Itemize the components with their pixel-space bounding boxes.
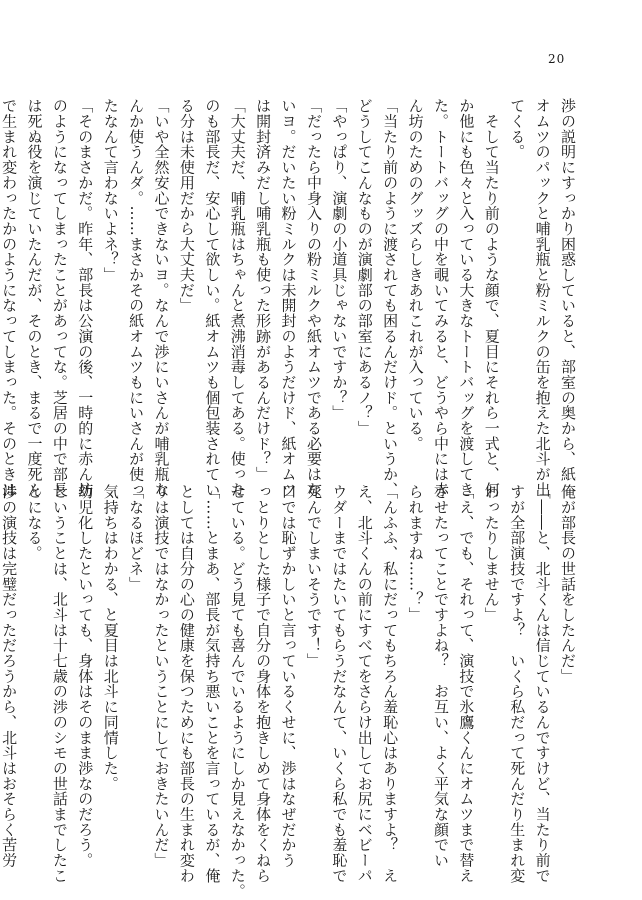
text-line: ということは、北斗は十七歳の渉のシモの世話までしたこ	[50, 484, 69, 884]
upper-text-block	[0, 98, 580, 498]
text-line: 口では恥ずかしいと言っているくせに、渉はなぜだかう	[279, 484, 298, 868]
text-line: 「……とまあ、部長が気持ち悪いことを言っているが、俺	[203, 484, 222, 884]
text-line: わったりしません」	[482, 484, 501, 623]
text-line: え、北斗くんの前にすべてをさらけ出してお尻にベビーパ	[355, 484, 374, 884]
text-line: どうしてこんなものが演劇部の部室にあるノ？」	[355, 98, 374, 436]
text-line: た。トートバッグの中を覗いてみると、どうやら中には赤	[431, 98, 450, 498]
text-line: 渉の演技は完璧だっただろうから、北斗はおそらく苦労	[0, 484, 19, 868]
text-line: 「んふふ、私にだってもちろん羞恥心はありますよ？ え	[381, 484, 400, 884]
text-line: 渉の説明にすっかり困惑していると、部室の奥から、紙	[559, 98, 577, 482]
text-line: 死んでしまいそうです！」	[304, 484, 323, 669]
text-line: ウダーまではたいてもらうだなんて、いくら私でも羞恥で	[330, 484, 349, 884]
text-line: 「やっぱり、演劇の小道具じゃないですか？」	[330, 98, 349, 421]
text-line: は開封済みだし哺乳瓶も使った形跡があるんだけド？」	[254, 98, 273, 482]
text-line: る分は未使用だから大丈夫だ」	[177, 98, 196, 313]
text-line: としては自分の心の健康を保つためにも部長の生まれ変わ	[177, 484, 196, 884]
text-line: とになる。	[25, 484, 44, 561]
text-line: のようになってしまったことがあってな。芝居の中で部長	[50, 98, 69, 498]
text-line: 「え、でも、それって、演技で氷鷹くんにオムツまで替え	[457, 484, 476, 884]
text-line: 「――と、北斗くんは信じているんですけど、当たり前で	[533, 484, 552, 884]
text-line: いヨ。だいたい粉ミルクは未開封のようだけド、紙オムツ	[279, 98, 298, 498]
text-line: 「そのまさかだ。昨年、部長は公演の後、一時的に赤ん坊	[76, 98, 95, 498]
text-line: 「当たり前のように渡されても困るんだけド。というか、	[381, 98, 400, 498]
page-number: 20	[548, 52, 566, 66]
text-line: のも部長だ、安心して欲しい。紙オムツも個包装されてい	[203, 98, 222, 498]
text-line: すが全部演技ですよ？ いくら私だって死んだり生まれ変	[508, 484, 527, 884]
text-line: 気持ちはわかる、と夏目は北斗に同情した。	[101, 484, 120, 791]
text-line: そして当たり前のような顔で、夏目にそれら一式と、何	[482, 98, 501, 498]
text-line: させたってことですよね？ お互い、よく平気な顔でい	[431, 484, 450, 868]
text-line: りは演技ではなかったということにしておきたいんだ」	[152, 484, 171, 868]
text-line: 「いや全然安心できないヨ。なんで渉にいさんが哺乳瓶な	[152, 98, 171, 498]
text-line: っとりとした様子で自分の身体を抱きしめて身体をくねら	[254, 484, 273, 884]
lower-text-block	[0, 484, 580, 899]
text-line: んか使うんダ。……まさかその紙オムツもにいさんが使っ	[127, 98, 146, 498]
text-line: てくる。	[508, 98, 527, 160]
text-line: られますね……？」	[406, 484, 425, 623]
text-line: 俺が部長の世話をしたんだ」	[559, 484, 577, 684]
text-line: 「だったら中身入りの粉ミルクや紙オムツである必要はな	[304, 98, 323, 498]
text-line: ん坊のためのグッズらしきあれこれが入っている。	[406, 98, 425, 452]
text-line: で生まれ変わったかのようになってしまった。そのときは	[0, 98, 19, 498]
text-line: 「大丈夫だ、哺乳瓶はちゃんと煮沸消毒してある。使った	[228, 98, 247, 498]
text-line: せている。どう見ても喜んでいるようにしか見えなかった。	[228, 484, 247, 899]
text-line: は死ぬ役を演じていたんだが、そのとき、まるで一度死ん	[25, 98, 44, 498]
text-line: 幼児化したといっても、身体はそのまま渉なのだろう。	[76, 484, 95, 868]
text-line: か他にも色々と入っている大きなトートバッグを渡してき	[457, 98, 476, 498]
text-line: たなんて言わないよネ？」	[101, 98, 120, 283]
text-line: 「なるほどネ」	[127, 484, 146, 592]
text-line: オムツのパックと哺乳瓶と粉ミルクの缶を抱えた北斗が出	[533, 98, 552, 498]
